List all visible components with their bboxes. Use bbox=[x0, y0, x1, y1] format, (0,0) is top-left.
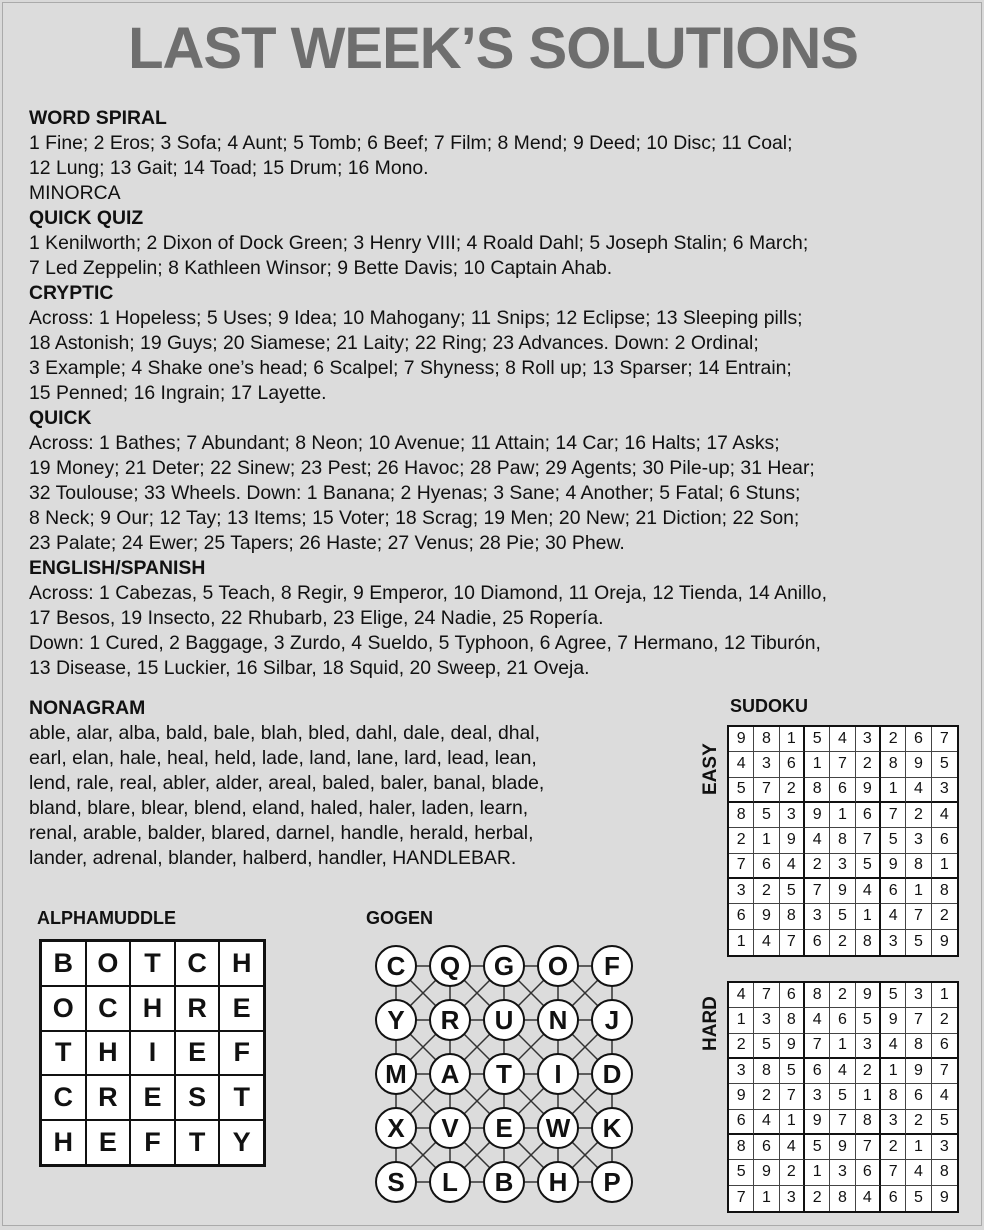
sudoku-cell: 7 bbox=[856, 1135, 881, 1160]
sudoku-cell: 1 bbox=[906, 1135, 931, 1160]
alphamuddle-cell: I bbox=[130, 1031, 175, 1076]
sudoku-cell: 7 bbox=[729, 1186, 754, 1211]
sudoku-hard-grid bbox=[727, 981, 959, 1213]
gogen-letter: K bbox=[591, 1107, 633, 1149]
sudoku-cell: 1 bbox=[932, 983, 957, 1008]
sudoku-cell: 2 bbox=[856, 752, 881, 777]
sudoku-cell: 7 bbox=[805, 1034, 830, 1059]
sudoku-cell: 3 bbox=[932, 1135, 957, 1160]
solution-line: 1 Kenilworth; 2 Dixon of Dock Green; 3 Henry VIII; 4 Roald Dahl; 5 Joseph Stalin; 6 March; bbox=[29, 232, 809, 254]
alphamuddle-cell: C bbox=[41, 1075, 86, 1120]
solution-line: 19 Money; 21 Deter; 22 Sinew; 23 Pest; 26 Havoc; 28 Paw; 29 Agents; 30 Pile-up; 31 Hear; bbox=[29, 457, 815, 479]
sudoku-cell: 8 bbox=[729, 803, 754, 828]
sudoku-cell: 2 bbox=[932, 904, 957, 929]
sudoku-cell: 3 bbox=[830, 1160, 855, 1185]
section-heading: QUICK bbox=[29, 407, 92, 429]
sudoku-cell: 3 bbox=[805, 1084, 830, 1109]
alphamuddle-grid bbox=[39, 939, 266, 1167]
sudoku-cell: 8 bbox=[881, 1084, 906, 1109]
sudoku-cell: 2 bbox=[805, 854, 830, 879]
section-word-spiral bbox=[29, 106, 964, 206]
sudoku-cell: 9 bbox=[939, 933, 949, 951]
sudoku-cell: 8 bbox=[932, 879, 957, 904]
sudoku-cell: 3 bbox=[932, 778, 957, 803]
sudoku-cell: 3 bbox=[805, 904, 830, 929]
sudoku-cell: 1 bbox=[881, 1059, 906, 1084]
sudoku-cell: 9 bbox=[830, 879, 855, 904]
sudoku-cell: 5 bbox=[856, 1008, 881, 1033]
sudoku-cell: 3 bbox=[780, 803, 805, 828]
sudoku-cell: 2 bbox=[780, 1160, 805, 1185]
section-heading: CRYPTIC bbox=[29, 282, 114, 304]
gogen-letter: L bbox=[429, 1161, 471, 1203]
alphamuddle-cell: T bbox=[219, 1075, 264, 1120]
sudoku-cell: 5 bbox=[780, 1059, 805, 1084]
sudoku-cell: 5 bbox=[830, 1084, 855, 1109]
gogen-letter: S bbox=[375, 1161, 417, 1203]
sudoku-cell: 6 bbox=[856, 803, 881, 828]
alphamuddle-cell: H bbox=[130, 986, 175, 1031]
sudoku-cell: 7 bbox=[932, 727, 957, 752]
sudoku-cell: 9 bbox=[754, 1160, 779, 1185]
gogen-letter: X bbox=[375, 1107, 417, 1149]
sudoku-cell: 5 bbox=[805, 1135, 830, 1160]
sudoku-cell: 2 bbox=[754, 879, 779, 904]
gogen-letter: E bbox=[483, 1107, 525, 1149]
gogen-letter: R bbox=[429, 999, 471, 1041]
alphamuddle-heading: ALPHAMUDDLE bbox=[37, 908, 176, 928]
solution-line: 7 Led Zeppelin; 8 Kathleen Winsor; 9 Bette Davis; 10 Captain Ahab. bbox=[29, 257, 613, 279]
sudoku-cell: 7 bbox=[830, 1110, 855, 1135]
gogen-letter: F bbox=[591, 945, 633, 987]
solution-line: Down: 1 Cured, 2 Baggage, 3 Zurdo, 4 Sueldo, 5 Typhoon, 6 Agree, 7 Hermano, 12 Tiburón, bbox=[29, 632, 821, 654]
sudoku-cell: 6 bbox=[932, 828, 957, 853]
sudoku-cell: 7 bbox=[856, 828, 881, 853]
sudoku-cell: 5 bbox=[881, 983, 906, 1008]
sudoku-cell: 1 bbox=[830, 1034, 855, 1059]
sudoku-cell: 9 bbox=[856, 778, 881, 803]
solutions-text bbox=[29, 106, 964, 681]
sudoku-cell: 1 bbox=[906, 879, 931, 904]
sudoku-cell: 8 bbox=[881, 752, 906, 777]
sudoku-cell: 2 bbox=[906, 1110, 931, 1135]
sudoku-cell: 5 bbox=[729, 1160, 754, 1185]
solution-line: 13 Disease, 15 Luckier, 16 Silbar, 18 Squid, 20 Sweep, 21 Oveja. bbox=[29, 657, 590, 679]
sudoku-cell: 7 bbox=[881, 1160, 906, 1185]
alphamuddle-cell: F bbox=[130, 1120, 175, 1165]
gogen-letter: V bbox=[429, 1107, 471, 1149]
sudoku-cell: 3 bbox=[856, 1034, 881, 1059]
sudoku-cell: 4 bbox=[805, 1008, 830, 1033]
alphamuddle-cell: H bbox=[219, 941, 264, 986]
alphamuddle-cell: E bbox=[130, 1075, 175, 1120]
gogen-letter: B bbox=[483, 1161, 525, 1203]
sudoku-cell: 6 bbox=[830, 1008, 855, 1033]
alphamuddle-cell: B bbox=[41, 941, 86, 986]
sudoku-cell: 5 bbox=[932, 1110, 957, 1135]
sudoku-cell: 4 bbox=[729, 983, 754, 1008]
gogen-letter: P bbox=[591, 1161, 633, 1203]
sudoku-cell: 4 bbox=[754, 930, 779, 955]
sudoku-cell: 9 bbox=[754, 904, 779, 929]
alphamuddle-cell: H bbox=[86, 1031, 131, 1076]
sudoku-cell: 6 bbox=[906, 1084, 931, 1109]
alphamuddle-cell: O bbox=[41, 986, 86, 1031]
sudoku-cell: 1 bbox=[805, 752, 830, 777]
sudoku-cell: 6 bbox=[754, 854, 779, 879]
sudoku-cell: 8 bbox=[754, 1059, 779, 1084]
sudoku-cell: 2 bbox=[729, 1034, 754, 1059]
sudoku-cell: 4 bbox=[805, 828, 830, 853]
gogen-letter: U bbox=[483, 999, 525, 1041]
sudoku-cell: 9 bbox=[729, 727, 754, 752]
sudoku-cell: 5 bbox=[780, 879, 805, 904]
sudoku-cell: 1 bbox=[856, 1084, 881, 1109]
solution-line: lander, adrenal, blander, halberd, handler, HANDLEBAR. bbox=[29, 847, 517, 869]
sudoku-cell: 9 bbox=[729, 1084, 754, 1109]
sudoku-cell: 8 bbox=[780, 904, 805, 929]
sudoku-cell: 4 bbox=[754, 1110, 779, 1135]
alphamuddle-cell: E bbox=[86, 1120, 131, 1165]
sudoku-cell: 5 bbox=[729, 778, 754, 803]
sudoku-cell: 8 bbox=[754, 727, 779, 752]
sudoku-cell: 9 bbox=[805, 803, 830, 828]
sudoku-cell: 9 bbox=[830, 1135, 855, 1160]
sudoku-cell: 2 bbox=[932, 1008, 957, 1033]
sudoku-cell: 1 bbox=[780, 727, 805, 752]
sudoku-cell: 8 bbox=[729, 1135, 754, 1160]
sudoku-cell: 5 bbox=[906, 930, 931, 955]
solution-line: 17 Besos, 19 Insecto, 22 Rhubarb, 23 Elige, 24 Nadie, 25 Ropería. bbox=[29, 607, 604, 629]
sudoku-cell: 3 bbox=[754, 752, 779, 777]
sudoku-cell: 7 bbox=[780, 1084, 805, 1109]
sudoku-cell: 7 bbox=[780, 930, 805, 955]
sudoku-cell: 5 bbox=[881, 828, 906, 853]
sudoku-cell: 9 bbox=[780, 828, 805, 853]
gogen-letter: T bbox=[483, 1053, 525, 1095]
sudoku-cell: 6 bbox=[805, 1059, 830, 1084]
sudoku-cell: 4 bbox=[906, 1160, 931, 1185]
sudoku-cell: 9 bbox=[805, 1110, 830, 1135]
sudoku-cell: 4 bbox=[729, 752, 754, 777]
section-nonagram bbox=[29, 696, 679, 871]
sudoku-cell: 8 bbox=[830, 1186, 855, 1211]
sudoku-cell: 6 bbox=[881, 1186, 906, 1211]
sudoku-cell: 1 bbox=[856, 904, 881, 929]
alphamuddle-cell: H bbox=[41, 1120, 86, 1165]
section-quick-quiz bbox=[29, 206, 964, 281]
alphamuddle-cell: Y bbox=[219, 1120, 264, 1165]
sudoku-cell: 4 bbox=[932, 803, 957, 828]
alphamuddle-cell: F bbox=[219, 1031, 264, 1076]
alphamuddle-cell: C bbox=[175, 941, 220, 986]
sudoku-cell: 2 bbox=[754, 1084, 779, 1109]
sudoku-cell: 6 bbox=[830, 778, 855, 803]
solution-line: 15 Penned; 16 Ingrain; 17 Layette. bbox=[29, 382, 327, 404]
sudoku-cell: 3 bbox=[754, 1008, 779, 1033]
sudoku-cell: 8 bbox=[856, 1110, 881, 1135]
sudoku-cell: 3 bbox=[906, 828, 931, 853]
alphamuddle-cell: T bbox=[41, 1031, 86, 1076]
sudoku-cell: 8 bbox=[932, 1160, 957, 1185]
sudoku-cell: 2 bbox=[729, 828, 754, 853]
solution-line: 32 Toulouse; 33 Wheels. Down: 1 Banana; 2 Hyenas; 3 Sane; 4 Another; 5 Fatal; 6 Stuns; bbox=[29, 482, 801, 504]
sudoku-cell: 7 bbox=[932, 1059, 957, 1084]
sudoku-cell: 6 bbox=[932, 1034, 957, 1059]
gogen-letter: A bbox=[429, 1053, 471, 1095]
solution-line: bland, blare, blear, blend, eland, haled, haler, laden, learn, bbox=[29, 797, 529, 819]
sudoku-cell: 6 bbox=[729, 904, 754, 929]
gogen-letter: G bbox=[483, 945, 525, 987]
gogen-letter: C bbox=[375, 945, 417, 987]
sudoku-cell: 2 bbox=[830, 983, 855, 1008]
sudoku-cell: 6 bbox=[780, 983, 805, 1008]
solution-line: Across: 1 Cabezas, 5 Teach, 8 Regir, 9 Emperor, 10 Diamond, 11 Oreja, 12 Tienda, 14 Anillo, bbox=[29, 582, 827, 604]
solution-line: 8 Neck; 9 Our; 12 Tay; 13 Items; 15 Voter; 18 Scrag; 19 Men; 20 New; 21 Diction; 22 Son; bbox=[29, 507, 800, 529]
gogen-heading: GOGEN bbox=[366, 908, 434, 928]
solution-line: Across: 1 Bathes; 7 Abundant; 8 Neon; 10 Avenue; 11 Attain; 14 Car; 16 Halts; 17 Asks; bbox=[29, 432, 780, 454]
sudoku-cell: 5 bbox=[805, 727, 830, 752]
sudoku-cell: 8 bbox=[830, 828, 855, 853]
solution-line: Across: 1 Hopeless; 5 Uses; 9 Idea; 10 Mahogany; 11 Snips; 12 Eclipse; 13 Sleeping pills; bbox=[29, 307, 803, 329]
sudoku-cell: 3 bbox=[780, 1186, 805, 1211]
sudoku-cell: 4 bbox=[780, 854, 805, 879]
alphamuddle-cell: E bbox=[175, 1031, 220, 1076]
alphamuddle-cell: R bbox=[175, 986, 220, 1031]
solution-line: 23 Palate; 24 Ewer; 25 Tapers; 26 Haste; 27 Venus; 28 Pie; 30 Phew. bbox=[29, 532, 625, 554]
sudoku-cell: 5 bbox=[830, 904, 855, 929]
gogen-letter: I bbox=[537, 1053, 579, 1095]
sudoku-cell: 3 bbox=[729, 1059, 754, 1084]
section-heading: NONAGRAM bbox=[29, 697, 146, 719]
sudoku-cell: 2 bbox=[780, 778, 805, 803]
sudoku-cell: 8 bbox=[805, 778, 830, 803]
gogen-letter: O bbox=[537, 945, 579, 987]
sudoku-cell: 9 bbox=[939, 1189, 949, 1207]
sudoku-cell: 5 bbox=[932, 752, 957, 777]
solution-line: 18 Astonish; 19 Guys; 20 Siamese; 21 Laity; 22 Ring; 23 Advances. Down: 2 Ordinal; bbox=[29, 332, 759, 354]
sudoku-cell: 1 bbox=[830, 803, 855, 828]
sudoku-cell: 4 bbox=[856, 879, 881, 904]
alphamuddle-cell: R bbox=[86, 1075, 131, 1120]
sudoku-cell: 8 bbox=[780, 1008, 805, 1033]
sudoku-cell: 4 bbox=[881, 1034, 906, 1059]
sudoku-cell: 7 bbox=[881, 803, 906, 828]
solution-line: 3 Example; 4 Shake one’s head; 6 Scalpel; 7 Shyness; 8 Roll up; 13 Sparser; 14 Entrain; bbox=[29, 357, 792, 379]
section-heading: WORD SPIRAL bbox=[29, 107, 167, 129]
sudoku-cell: 9 bbox=[881, 854, 906, 879]
solution-line: 12 Lung; 13 Gait; 14 Toad; 15 Drum; 16 Mono. bbox=[29, 157, 429, 179]
solution-line: lend, rale, real, abler, alder, areal, baled, baler, banal, blade, bbox=[29, 772, 545, 794]
sudoku-cell: 1 bbox=[729, 930, 754, 955]
sudoku-cell: 4 bbox=[780, 1135, 805, 1160]
sudoku-cell: 6 bbox=[729, 1110, 754, 1135]
sudoku-cell: 6 bbox=[906, 727, 931, 752]
solution-line: renal, arable, balder, blared, darnel, handle, herald, herbal, bbox=[29, 822, 534, 844]
sudoku-cell: 4 bbox=[856, 1186, 881, 1211]
sudoku-cell: 2 bbox=[906, 803, 931, 828]
gogen-grid bbox=[363, 933, 643, 1223]
alphamuddle-cell: T bbox=[175, 1120, 220, 1165]
section-heading: QUICK QUIZ bbox=[29, 207, 144, 229]
sudoku-cell: 9 bbox=[906, 752, 931, 777]
sudoku-cell: 3 bbox=[881, 1110, 906, 1135]
alphamuddle-cell: T bbox=[130, 941, 175, 986]
sudoku-cell: 3 bbox=[906, 983, 931, 1008]
sudoku-cell: 1 bbox=[881, 778, 906, 803]
solution-line: able, alar, alba, bald, bale, blah, bled, dahl, dale, deal, dhal, bbox=[29, 722, 541, 744]
sudoku-cell: 7 bbox=[729, 854, 754, 879]
sudoku-cell: 8 bbox=[906, 1034, 931, 1059]
sudoku-cell: 9 bbox=[780, 1034, 805, 1059]
sudoku-cell: 5 bbox=[856, 854, 881, 879]
sudoku-easy-label: EASY bbox=[700, 743, 721, 795]
page-title: LAST WEEK’S SOLUTIONS bbox=[128, 16, 858, 81]
sudoku-hard-label: HARD bbox=[700, 996, 721, 1051]
sudoku-cell: 2 bbox=[805, 1186, 830, 1211]
sudoku-cell: 1 bbox=[754, 1186, 779, 1211]
gogen-letter: W bbox=[537, 1107, 579, 1149]
gogen-letter: H bbox=[537, 1161, 579, 1203]
alphamuddle-cell: E bbox=[219, 986, 264, 1031]
sudoku-cell: 3 bbox=[881, 930, 906, 955]
solutions-page bbox=[2, 2, 982, 1226]
alphamuddle-cell: C bbox=[86, 986, 131, 1031]
sudoku-cell: 4 bbox=[830, 727, 855, 752]
sudoku-cell: 9 bbox=[881, 1008, 906, 1033]
sudoku-cell: 2 bbox=[856, 1059, 881, 1084]
alphamuddle-cell: O bbox=[86, 941, 131, 986]
sudoku-cell: 3 bbox=[856, 727, 881, 752]
sudoku-cell: 2 bbox=[881, 727, 906, 752]
gogen-letter: M bbox=[375, 1053, 417, 1095]
sudoku-cell: 7 bbox=[906, 1008, 931, 1033]
sudoku-cell: 8 bbox=[906, 854, 931, 879]
sudoku-cell: 5 bbox=[754, 803, 779, 828]
sudoku-cell: 6 bbox=[881, 879, 906, 904]
sudoku-cell: 4 bbox=[881, 904, 906, 929]
solution-line: earl, elan, hale, heal, held, lade, land, lane, lard, lead, lean, bbox=[29, 747, 537, 769]
sudoku-cell: 9 bbox=[906, 1059, 931, 1084]
sudoku-cell: 6 bbox=[805, 930, 830, 955]
gogen-letter: Y bbox=[375, 999, 417, 1041]
sudoku-cell: 9 bbox=[856, 983, 881, 1008]
sudoku-cell: 1 bbox=[932, 854, 957, 879]
sudoku-cell: 7 bbox=[805, 879, 830, 904]
sudoku-cell: 6 bbox=[856, 1160, 881, 1185]
gogen-letter: Q bbox=[429, 945, 471, 987]
sudoku-cell: 2 bbox=[830, 930, 855, 955]
sudoku-cell: 7 bbox=[906, 904, 931, 929]
sudoku-cell: 5 bbox=[754, 1034, 779, 1059]
sudoku-cell: 6 bbox=[780, 752, 805, 777]
sudoku-cell: 5 bbox=[906, 1186, 931, 1211]
sudoku-cell: 3 bbox=[830, 854, 855, 879]
sudoku-cell: 1 bbox=[780, 1110, 805, 1135]
section-quick bbox=[29, 406, 964, 556]
section-heading: ENGLISH/SPANISH bbox=[29, 557, 206, 579]
gogen-letter: J bbox=[591, 999, 633, 1041]
gogen-letter: D bbox=[591, 1053, 633, 1095]
sudoku-heading: SUDOKU bbox=[730, 696, 809, 716]
sudoku-cell: 6 bbox=[754, 1135, 779, 1160]
sudoku-cell: 4 bbox=[830, 1059, 855, 1084]
sudoku-cell: 1 bbox=[754, 828, 779, 853]
solution-line: MINORCA bbox=[29, 182, 121, 204]
gogen-letter: N bbox=[537, 999, 579, 1041]
alphamuddle-cell: S bbox=[175, 1075, 220, 1120]
sudoku-cell: 7 bbox=[830, 752, 855, 777]
sudoku-cell: 3 bbox=[729, 879, 754, 904]
sudoku-cell: 1 bbox=[729, 1008, 754, 1033]
solution-line: 1 Fine; 2 Eros; 3 Sofa; 4 Aunt; 5 Tomb; 6 Beef; 7 Film; 8 Mend; 9 Deed; 10 Disc; 11 Coal; bbox=[29, 132, 793, 154]
sudoku-cell: 7 bbox=[754, 983, 779, 1008]
sudoku-cell: 4 bbox=[906, 778, 931, 803]
sudoku-easy-grid bbox=[727, 725, 959, 957]
sudoku-cell: 8 bbox=[805, 983, 830, 1008]
sudoku-cell: 7 bbox=[754, 778, 779, 803]
section-cryptic bbox=[29, 281, 964, 406]
sudoku-cell: 8 bbox=[856, 930, 881, 955]
sudoku-cell: 4 bbox=[932, 1084, 957, 1109]
sudoku-cell: 1 bbox=[805, 1160, 830, 1185]
section-english-spanish bbox=[29, 556, 964, 681]
sudoku-cell: 2 bbox=[881, 1135, 906, 1160]
